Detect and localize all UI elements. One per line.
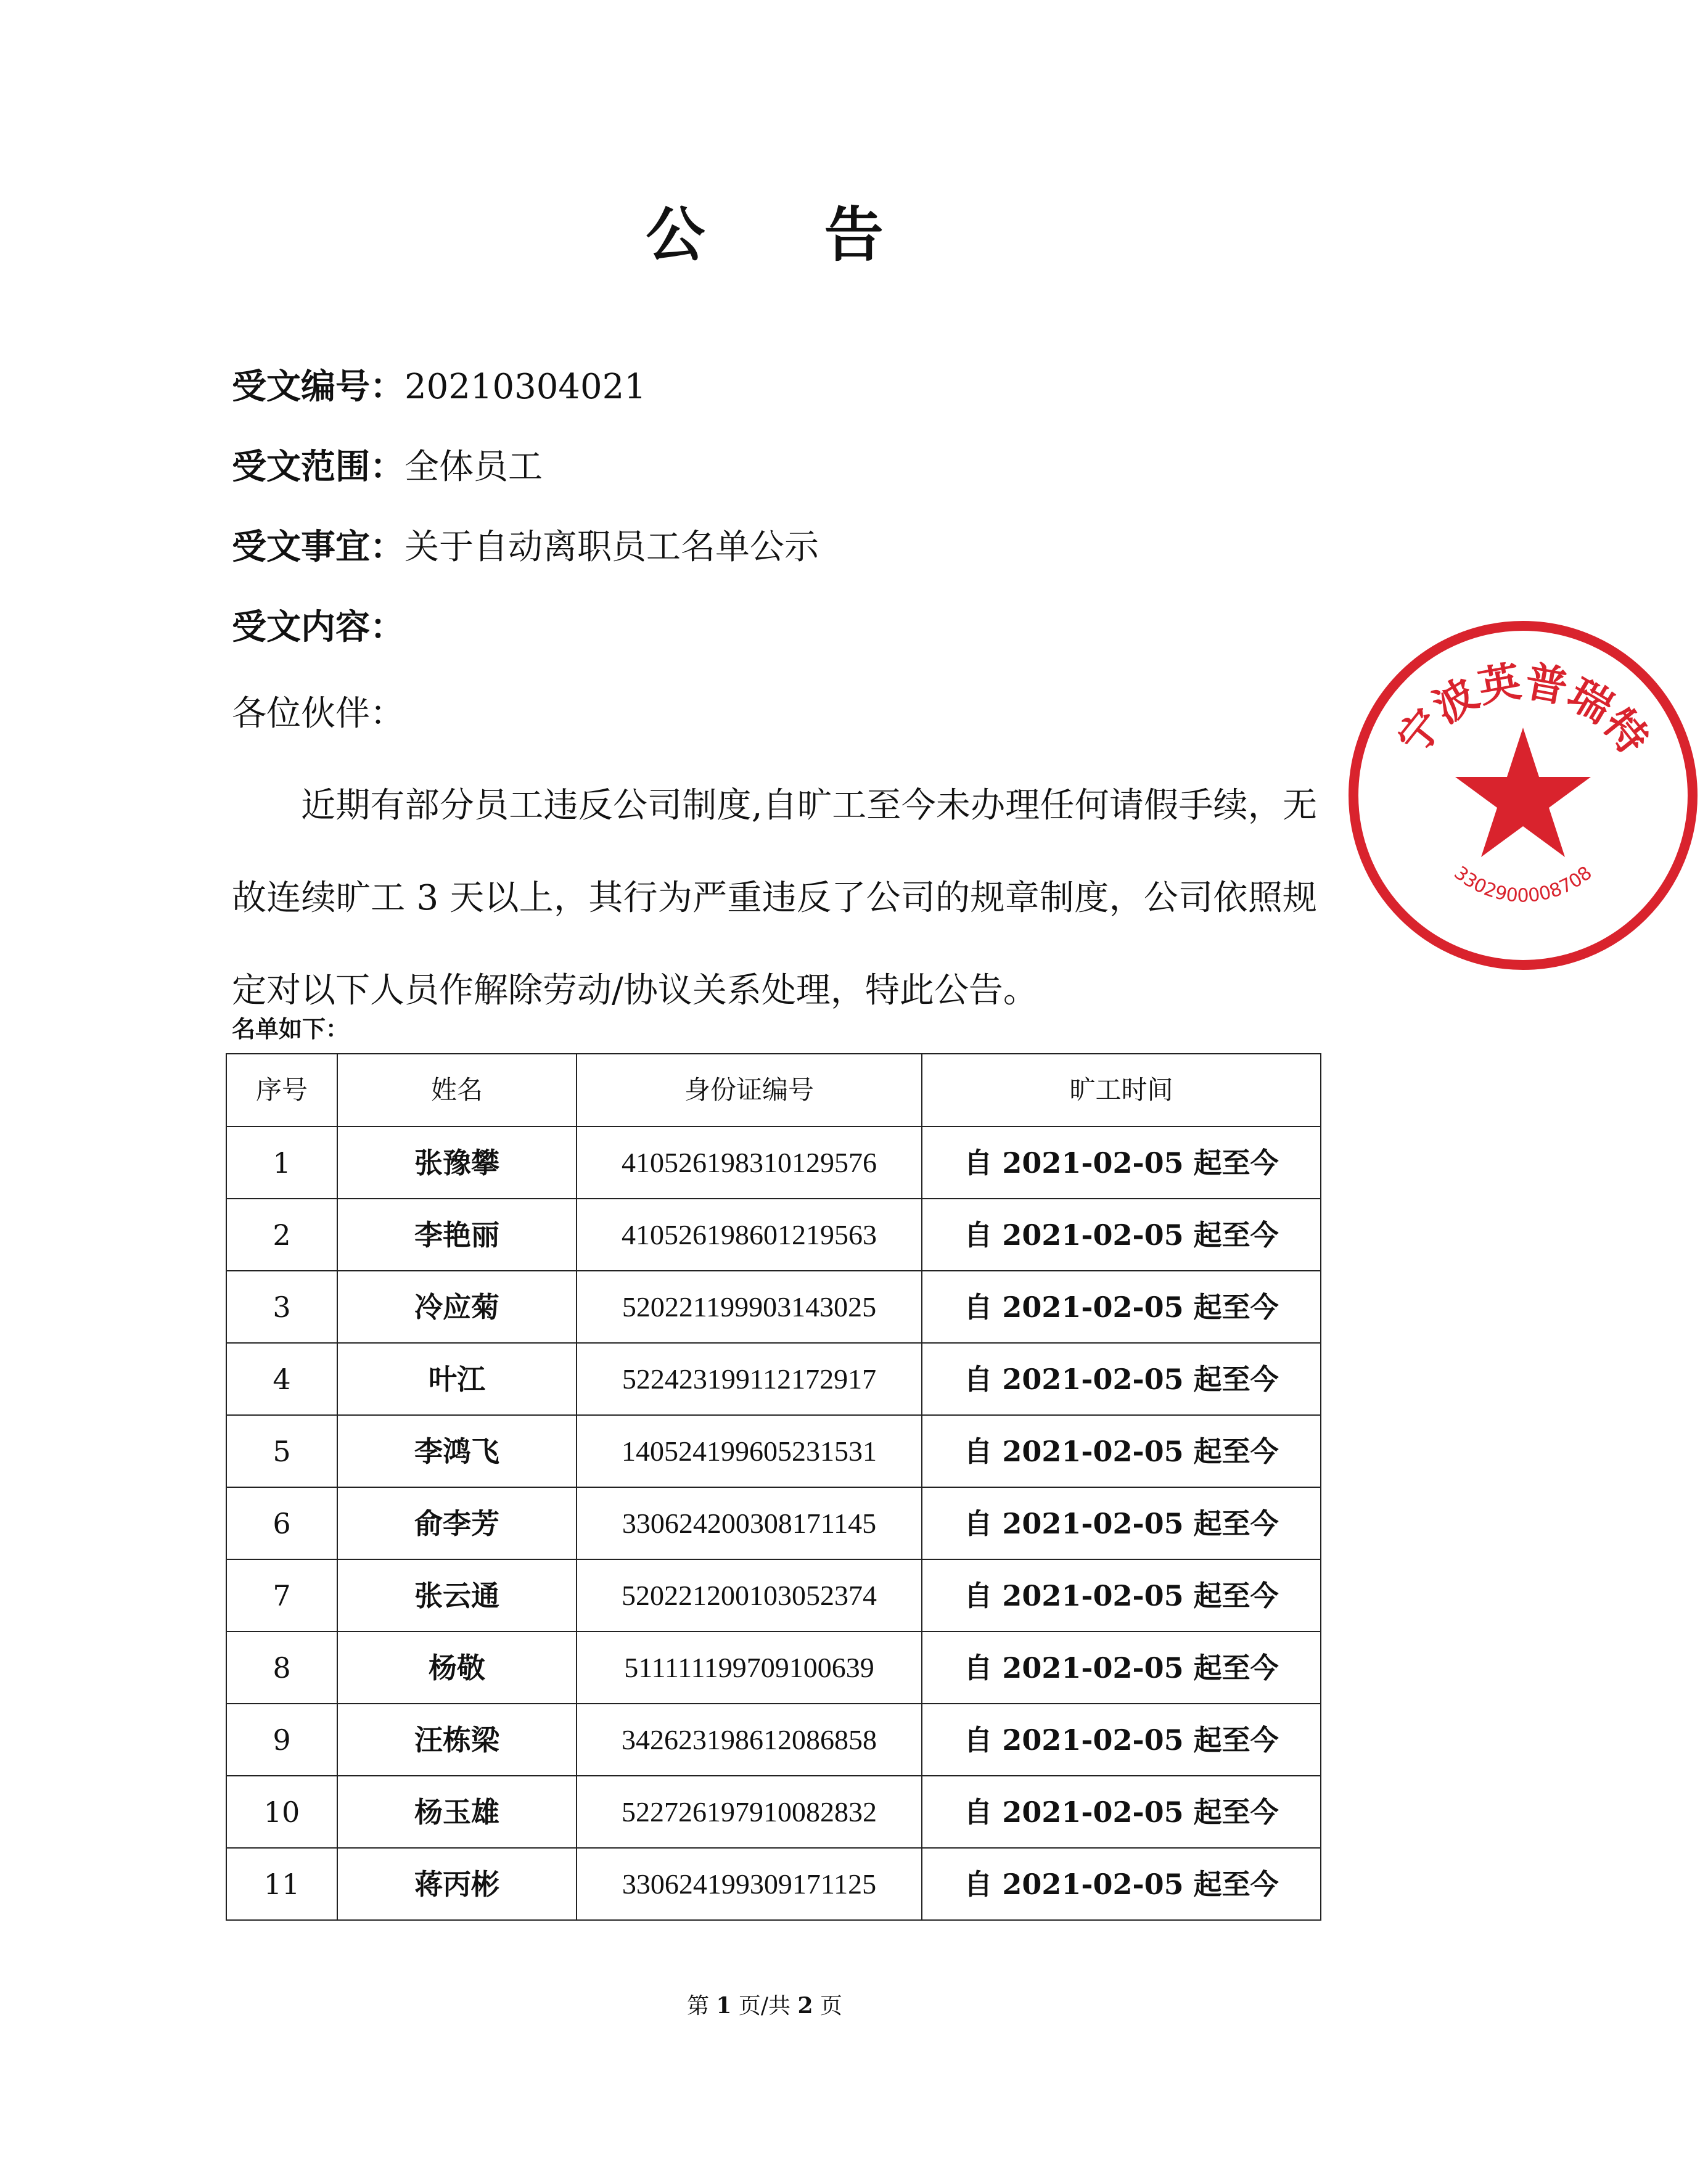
header-id-number: 身份证编号 [577, 1054, 922, 1127]
table-row [226, 1776, 1321, 1848]
body-paragraph: 近期有部分员工违反公司制度,自旷工至今未办理任何请假手续，无故连续旷工 3 天以上，其行为严重违反了公司的规章制度，公司依照规定对以下人员作解除劳动/协议关系处理，特此公告。 [232, 786, 1317, 1011]
list-caption: 名单如下： [232, 1015, 350, 1043]
cell-index: 5 [226, 1415, 337, 1487]
seal-name-text: 宁波英普瑞特 [1388, 656, 1658, 764]
greeting: 各位伙伴： [232, 694, 404, 734]
cell-name: 冷应菊 [337, 1271, 577, 1343]
cell-name: 张云通 [337, 1559, 577, 1631]
page-title: 公 告 [646, 200, 933, 269]
cell-name: 汪栋梁 [337, 1704, 577, 1776]
footer-page-number: 1 [716, 1993, 732, 2019]
table-row [226, 1848, 1321, 1920]
cell-absence-time: 自 2021-02-05 起至今 [922, 1487, 1321, 1559]
cell-absence-time: 自 2021-02-05 起至今 [922, 1848, 1321, 1920]
cell-absence-time: 自 2021-02-05 起至今 [922, 1271, 1321, 1343]
field-label: 受文范围： [232, 446, 404, 487]
cell-name: 张豫攀 [337, 1127, 577, 1199]
cell-id-number: 522423199112172917 [577, 1343, 922, 1415]
table-row [226, 1631, 1321, 1704]
cell-absence-time: 自 2021-02-05 起至今 [922, 1776, 1321, 1848]
cell-id-number: 410526198601219563 [577, 1199, 922, 1271]
cell-name: 俞李芳 [337, 1487, 577, 1559]
cell-name: 李艳丽 [337, 1199, 577, 1271]
cell-name: 李鸿飞 [337, 1415, 577, 1487]
cell-id-number: 520221199903143025 [577, 1271, 922, 1343]
field-content [232, 602, 404, 652]
cell-absence-time: 自 2021-02-05 起至今 [922, 1343, 1321, 1415]
cell-id-number: 522726197910082832 [577, 1776, 922, 1848]
seal-number-text: 3302900008708 [1450, 862, 1596, 907]
cell-absence-time: 自 2021-02-05 起至今 [922, 1127, 1321, 1199]
cell-id-number: 520221200103052374 [577, 1559, 922, 1631]
cell-name: 蒋丙彬 [337, 1848, 577, 1920]
cell-absence-time: 自 2021-02-05 起至今 [922, 1704, 1321, 1776]
cell-index: 9 [226, 1704, 337, 1776]
header-index: 序号 [226, 1054, 337, 1127]
field-doc-number [232, 362, 646, 412]
field-scope [232, 442, 543, 492]
cell-index: 1 [226, 1127, 337, 1199]
footer-suffix: 页 [813, 1993, 843, 2019]
cell-id-number: 140524199605231531 [577, 1415, 922, 1487]
employee-table [226, 1053, 1321, 1921]
footer-total-pages: 2 [797, 1993, 813, 2019]
table-row [226, 1271, 1321, 1343]
cell-id-number: 330624200308171145 [577, 1487, 922, 1559]
cell-id-number: 511111199709100639 [577, 1631, 922, 1704]
field-value: 20210304021 [404, 367, 646, 407]
field-value: 关于自动离职员工名单公示 [404, 527, 819, 567]
cell-id-number: 410526198310129576 [577, 1127, 922, 1199]
header-absence-time: 旷工时间 [922, 1054, 1321, 1127]
cell-index: 6 [226, 1487, 337, 1559]
header-name: 姓名 [337, 1054, 577, 1127]
cell-index: 7 [226, 1559, 337, 1631]
cell-name: 杨敬 [337, 1631, 577, 1704]
cell-id-number: 342623198612086858 [577, 1704, 922, 1776]
table-row [226, 1127, 1321, 1199]
cell-id-number: 330624199309171125 [577, 1848, 922, 1920]
page-footer [0, 1989, 1529, 2020]
field-label: 受文事宜： [232, 527, 404, 567]
cell-index: 8 [226, 1631, 337, 1704]
footer-prefix: 第 [686, 1993, 716, 2019]
table-row [226, 1199, 1321, 1271]
table-row [226, 1487, 1321, 1559]
cell-name: 叶江 [337, 1343, 577, 1415]
table-row [226, 1343, 1321, 1415]
cell-absence-time: 自 2021-02-05 起至今 [922, 1631, 1321, 1704]
field-label: 受文内容： [232, 607, 404, 647]
cell-index: 2 [226, 1199, 337, 1271]
seal-star-icon [1455, 728, 1591, 857]
table-header-row [226, 1054, 1321, 1127]
cell-index: 4 [226, 1343, 337, 1415]
table-row [226, 1559, 1321, 1631]
field-value: 全体员工 [404, 447, 543, 487]
table-row [226, 1415, 1321, 1487]
cell-name: 杨玉雄 [337, 1776, 577, 1848]
cell-absence-time: 自 2021-02-05 起至今 [922, 1415, 1321, 1487]
company-seal [1338, 610, 1708, 980]
cell-index: 11 [226, 1848, 337, 1920]
cell-absence-time: 自 2021-02-05 起至今 [922, 1559, 1321, 1631]
cell-absence-time: 自 2021-02-05 起至今 [922, 1199, 1321, 1271]
field-label: 受文编号： [232, 366, 404, 407]
footer-middle: 页/共 [731, 1993, 798, 2019]
cell-index: 3 [226, 1271, 337, 1343]
table-row [226, 1704, 1321, 1776]
cell-index: 10 [226, 1776, 337, 1848]
field-subject [232, 522, 819, 572]
